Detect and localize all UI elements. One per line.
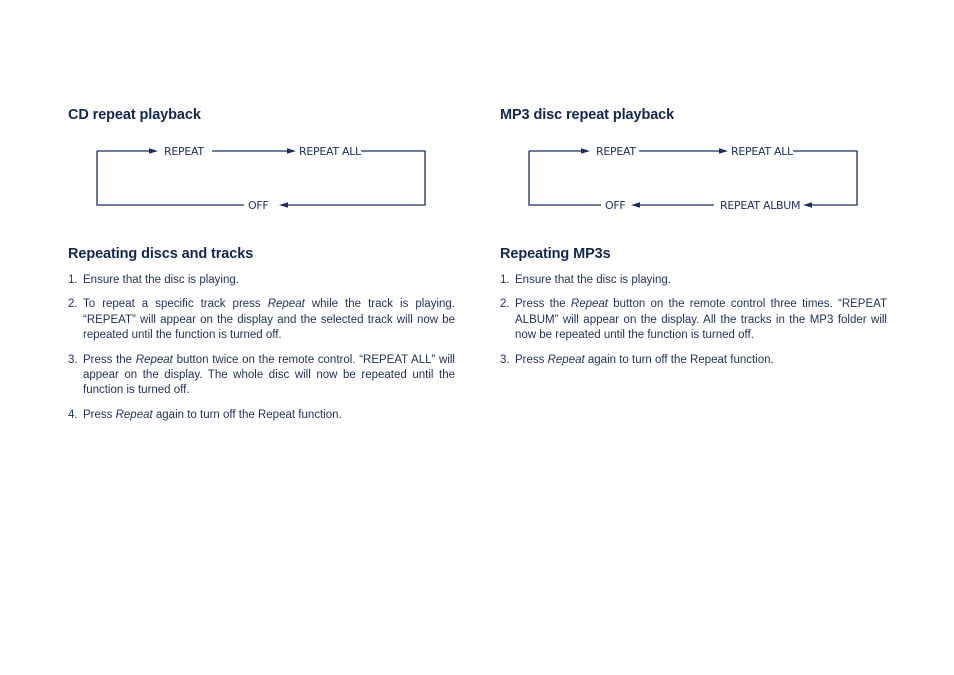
cd-left-loop-line [97, 151, 244, 205]
mp3-right-loop-line [793, 151, 857, 205]
cd-label-off: OFF [248, 199, 269, 212]
step-text-part: Press [83, 408, 116, 421]
step-text-part: To repeat a specific track press [83, 298, 268, 311]
cd-label-repeat-all: REPEAT ALL [299, 145, 361, 158]
step-emphasis: Repeat [135, 353, 173, 366]
cd-arrow-to-off [279, 202, 288, 207]
cd-step-4 [68, 408, 455, 423]
cd-steps-list [68, 273, 455, 432]
mp3-repeat-diagram [528, 140, 860, 216]
step-number: 4. [68, 408, 78, 421]
step-emphasis: Repeat [267, 298, 305, 311]
step-emphasis: Repeat [570, 298, 608, 311]
step-text-part: Press the [83, 353, 136, 366]
step-text-part: Ensure that the disc is playing. [83, 274, 239, 286]
step-text-part: Ensure that the disc is playing. [515, 274, 671, 286]
step-text-part: again to turn off the Repeat function. [152, 408, 342, 421]
step-text [83, 273, 455, 288]
step-number: 3. [68, 353, 78, 366]
step-text [83, 408, 455, 423]
mp3-label-repeat: REPEAT [596, 145, 636, 158]
cd-repeat-heading: CD repeat playback [68, 107, 201, 123]
mp3-arrow-to-off [631, 202, 640, 207]
cd-step-3 [68, 353, 455, 399]
repeating-mp3s-heading: Repeating MP3s [500, 246, 611, 262]
step-number: 1. [68, 274, 78, 286]
cd-step-1 [68, 273, 455, 288]
step-text [515, 353, 887, 368]
step-emphasis: Repeat [115, 408, 153, 421]
mp3-left-loop-line [529, 151, 601, 205]
step-text-part: again to turn off the Repeat function. [584, 353, 774, 366]
step-number: 3. [500, 353, 510, 366]
mp3-steps-list [500, 273, 887, 377]
step-number: 1. [500, 274, 510, 286]
repeating-discs-heading: Repeating discs and tracks [68, 246, 254, 262]
mp3-diagram-lines [529, 151, 857, 205]
mp3-step-1 [500, 273, 887, 288]
cd-diagram-lines [97, 151, 425, 205]
cd-label-repeat: REPEAT [164, 145, 204, 158]
step-text-part: while the track is playing. “REPEAT” will appear on the display and the selected track will now be repeated until the function is turned off. [83, 298, 455, 342]
cd-repeat-diagram [96, 140, 428, 216]
step-text [83, 353, 455, 399]
cd-arrow-to-repeat-all [287, 148, 296, 153]
mp3-repeat-heading: MP3 disc repeat playback [500, 107, 675, 123]
mp3-arrow-to-repeat-all [719, 148, 728, 153]
step-text-part: button twice on the remote control. “REPEAT ALL” will appear on the display. The whole disc will now be repeated until the function is turned off. [83, 353, 455, 397]
mp3-label-off: OFF [605, 199, 626, 212]
step-text [515, 297, 887, 343]
mp3-label-repeat-album: REPEAT ALBUM [720, 199, 801, 212]
step-text [515, 273, 887, 288]
step-text-part: button on the remote control three times. “REPEAT ALBUM” will appear on the display. All the tracks in the MP3 folder will now be repeated until the function is turned off. [515, 298, 887, 342]
cd-step-2 [68, 297, 455, 343]
step-text [83, 297, 455, 343]
step-text-part: Press [515, 353, 548, 366]
mp3-arrow-to-repeat-album [803, 202, 812, 207]
cd-arrow-to-repeat [149, 148, 158, 153]
mp3-step-2 [500, 297, 887, 343]
cd-right-loop-line [286, 151, 425, 205]
step-number: 2. [68, 298, 78, 311]
mp3-step-3 [500, 353, 887, 368]
mp3-arrow-to-repeat [581, 148, 590, 153]
step-emphasis: Repeat [547, 353, 585, 366]
mp3-label-repeat-all: REPEAT ALL [731, 145, 793, 158]
step-text-part: Press the [515, 298, 571, 311]
step-number: 2. [500, 298, 510, 311]
